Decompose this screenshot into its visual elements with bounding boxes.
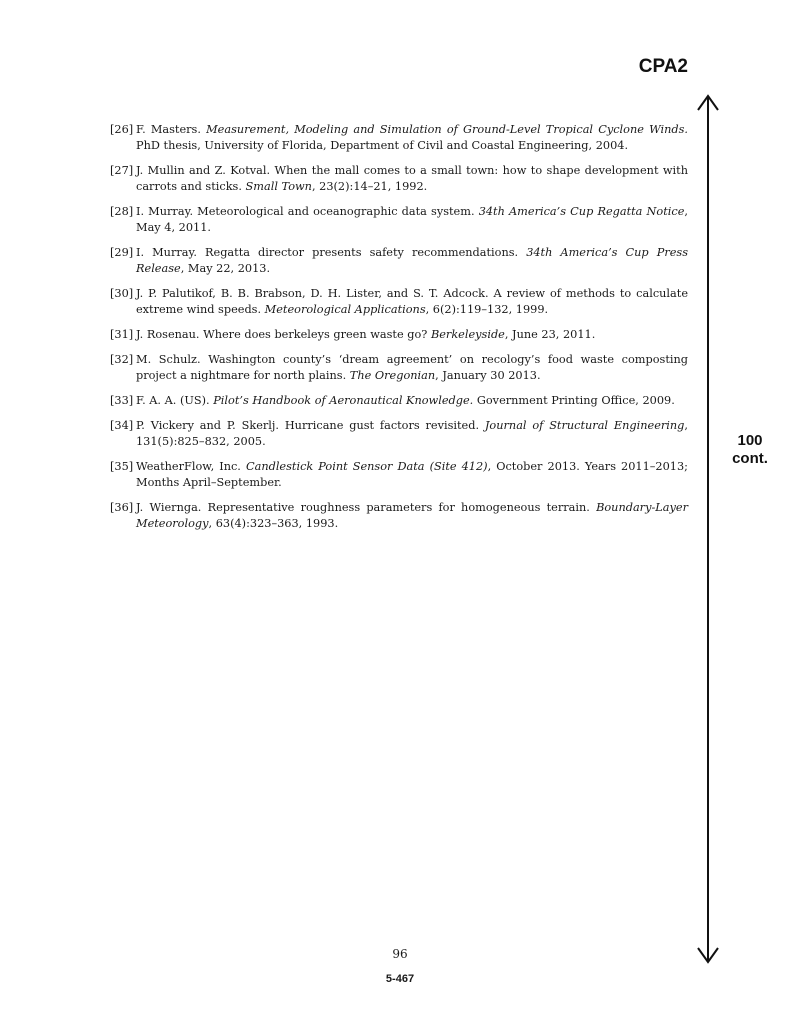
reference-number: [27] <box>110 164 134 177</box>
side-note <box>720 432 780 468</box>
reference-segment: F. A. A. (US). <box>136 394 214 407</box>
reference-text <box>136 418 688 450</box>
reference-title: Measurement, Modeling and Simulation of Ground-Level Tropical Cyclone Winds. <box>206 123 688 136</box>
reference-segment: J. Rosenau. Where does berkeleys green waste go? <box>136 328 431 341</box>
reference-number: [28] <box>110 205 134 218</box>
reference-text <box>136 500 688 532</box>
reference-text <box>136 204 688 236</box>
reference-title: Boundary-Layer Meteorology <box>136 501 688 530</box>
header-tag: CPA2 <box>638 56 688 77</box>
reference-title: Candlestick Point Sensor Data (Site 412) <box>245 460 488 473</box>
reference-text <box>136 245 688 277</box>
reference-segment: F. Masters. <box>136 123 207 136</box>
reference-title: Meteorological Applications <box>264 303 426 316</box>
reference-list <box>110 122 688 541</box>
reference-segment: , 63(4):323–363, 1993. <box>208 517 339 530</box>
reference-number: [30] <box>110 287 134 300</box>
reference-title: Small Town <box>245 180 312 193</box>
reference-text <box>136 393 688 409</box>
reference-segment: P. Vickery and P. Skerlj. Hurricane gust factors revisited. <box>136 419 485 432</box>
reference-item <box>110 459 688 491</box>
page-number: 96 <box>392 947 408 961</box>
reference-segment: I. Murray. Regatta director presents safety recommendations. <box>136 246 527 259</box>
reference-segment: , May 22, 2013. <box>180 262 271 275</box>
reference-item <box>110 204 688 236</box>
side-note-number: 100 <box>737 432 763 449</box>
reference-segment: I. Murray. Meteorological and oceanographic data system. <box>136 205 479 218</box>
side-note-label: cont. <box>732 450 768 467</box>
reference-segment: J. Wiernga. Representative roughness parameters for homogeneous terrain. <box>136 501 597 514</box>
reference-item <box>110 245 688 277</box>
reference-item <box>110 163 688 195</box>
reference-number: [35] <box>110 460 134 473</box>
reference-title: 34th America’s Cup Regatta Notice <box>478 205 685 218</box>
reference-title: Berkeleyside <box>430 328 505 341</box>
reference-item <box>110 286 688 318</box>
reference-number: [26] <box>110 123 134 136</box>
reference-title: 34th America’s Cup Press Release <box>136 246 688 275</box>
reference-segment: , 131(5):825–832, 2005. <box>136 419 689 448</box>
reference-segment: WeatherFlow, Inc. <box>136 460 246 473</box>
reference-item <box>110 122 688 154</box>
reference-item <box>110 418 688 450</box>
reference-segment: , January 30 2013. <box>435 369 541 382</box>
reference-number: [32] <box>110 353 134 366</box>
reference-text <box>136 352 688 384</box>
reference-segment: , May 4, 2011. <box>136 205 688 234</box>
reference-segment: , 6(2):119–132, 1999. <box>425 303 549 316</box>
reference-text <box>136 163 688 195</box>
reference-segment: J. Mullin and Z. Kotval. When the mall comes to a small town: how to shape development with carrots and sticks. <box>136 164 688 193</box>
reference-item <box>110 500 688 532</box>
reference-segment: Government Printing Office, 2009. <box>473 394 675 407</box>
double-arrow-icon <box>692 92 724 972</box>
reference-number: [29] <box>110 246 134 259</box>
reference-title: Journal of Structural Engineering <box>484 419 685 432</box>
reference-segment: PhD thesis, University of Florida, Department of Civil and Coastal Engineering, 2004. <box>136 139 629 152</box>
reference-text <box>136 327 688 343</box>
reference-number: [31] <box>110 328 134 341</box>
document-stamp: 5-467 <box>385 973 415 985</box>
reference-title: The Oregonian <box>349 369 436 382</box>
reference-number: [33] <box>110 394 134 407</box>
reference-title: Pilot’s Handbook of Aeronautical Knowledge. <box>213 394 474 407</box>
reference-segment: M. Schulz. Washington county’s ‘dream agreement’ on recology’s food waste composting project a nightmare for north plains. <box>136 353 688 382</box>
reference-segment: J. P. Palutikof, B. B. Brabson, D. H. Lister, and S. T. Adcock. A review of methods to calculate extreme wind speeds. <box>136 287 688 316</box>
reference-item <box>110 327 688 343</box>
reference-segment: , 23(2):14–21, 1992. <box>311 180 428 193</box>
reference-text <box>136 459 688 491</box>
reference-number: [36] <box>110 501 134 514</box>
reference-text <box>136 122 688 154</box>
reference-number: [34] <box>110 419 134 432</box>
reference-segment: , October 2013. Years 2011–2013; Months April–September. <box>136 460 688 489</box>
reference-segment: , June 23, 2011. <box>504 328 596 341</box>
reference-text <box>136 286 688 318</box>
reference-item <box>110 393 688 409</box>
reference-item <box>110 352 688 384</box>
